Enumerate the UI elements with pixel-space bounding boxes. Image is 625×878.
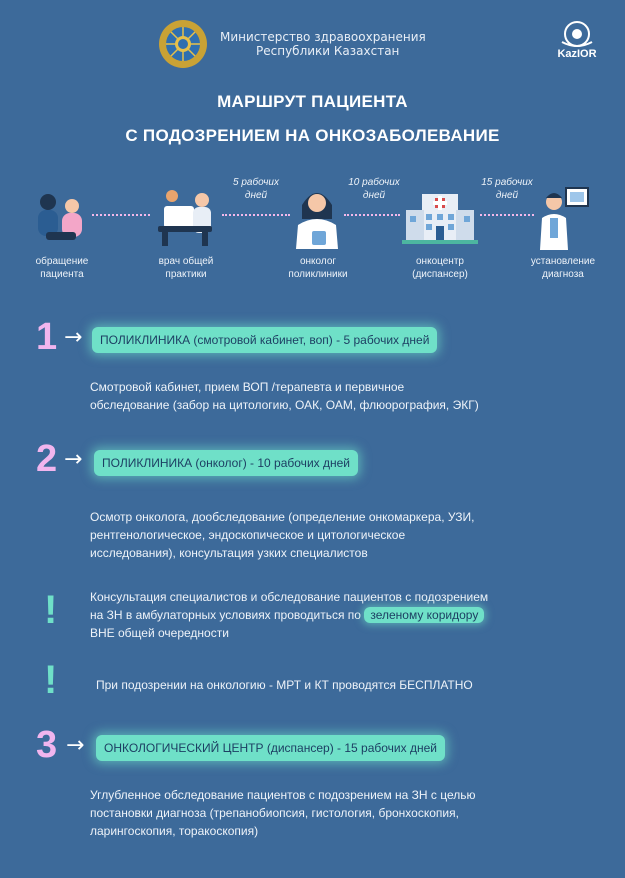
step-2-line-2: практики <box>165 269 207 280</box>
note-2: При подозрении на онкологию - МРТ и КТ проводятся БЕСПЛАТНО <box>96 678 473 692</box>
duration-2-line-2: дней <box>362 190 386 201</box>
step-1-line-1: обращение <box>35 256 89 267</box>
section-1-number: 1 <box>36 316 58 358</box>
section-2-label: ПОЛИКЛИНИКА (онколог) - 10 рабочих дней <box>94 450 358 476</box>
oncologist-icon <box>292 185 342 255</box>
note-1-line-2-text: на ЗН в амбулаторных условиях проводиться по <box>90 608 361 622</box>
note-1-line-2 <box>90 606 488 624</box>
oncology-center-icon <box>402 188 478 250</box>
arrow-right-icon: → <box>64 325 83 350</box>
step-label-2 <box>146 255 226 281</box>
section-2-desc-line-1: Осмотр онколога, дообследование (определение онкомаркера, УЗИ, <box>90 510 475 524</box>
duration-2-line-1: 10 рабочих <box>348 177 400 188</box>
section-3-desc-line-3: ларингоскопия, торакоскопия) <box>90 824 259 838</box>
step-4-line-1: онкоцентр <box>416 256 464 267</box>
title-line-1: МАРШРУТ ПАЦИЕНТА <box>217 92 408 111</box>
kazakhstan-emblem-icon <box>157 18 209 70</box>
step-label-5 <box>520 255 606 281</box>
section-2-desc-line-2: рентгенологическое, эндоскопическое и цитологическое <box>90 528 406 542</box>
connector-4 <box>480 214 534 216</box>
note-1-line-3: ВНЕ общей очередности <box>90 626 229 640</box>
note-1-line-1: Консультация специалистов и обследование пациентов с подозрением <box>90 590 489 604</box>
section-3-desc-line-2: постановки диагноза (трепанобиопсия, гистология, бронхоскопия, <box>90 806 459 820</box>
duration-2 <box>339 176 409 202</box>
logo-text: KazIOR <box>557 48 597 60</box>
general-practitioner-icon <box>150 186 220 252</box>
section-1-description <box>90 378 479 414</box>
step-3-line-1: онколог <box>299 256 337 267</box>
section-3-label: ОНКОЛОГИЧЕСКИЙ ЦЕНТР (диспансер) - 15 рабочих дней <box>96 735 445 761</box>
step-1-line-2: пациента <box>40 269 84 280</box>
step-5-line-1: установление <box>530 256 596 267</box>
ministry-line-1: Министерство здравоохранения <box>220 30 426 44</box>
section-3-number: 3 <box>36 724 58 766</box>
section-3-description <box>90 786 476 840</box>
note-1 <box>90 588 488 642</box>
duration-3 <box>472 176 542 202</box>
ministry-name <box>220 30 426 58</box>
section-2-number: 2 <box>36 438 58 480</box>
duration-3-line-2: дней <box>495 190 519 201</box>
step-2-line-1: врач общей <box>158 256 214 267</box>
patient-visit-icon <box>30 188 90 252</box>
diagnosis-icon <box>536 186 592 254</box>
step-5-line-2: диагноза <box>542 269 584 280</box>
arrow-right-icon: → <box>64 447 83 472</box>
kazior-logo-icon <box>548 20 606 50</box>
section-3-desc-line-1: Углубленное обследование пациентов с подозрением на ЗН с целью <box>90 788 476 802</box>
kazior-logo <box>548 20 606 72</box>
section-2-desc-line-3: исследования), консультация узких специалистов <box>90 546 368 560</box>
step-label-4 <box>398 255 482 281</box>
ministry-line-2: Республики Казахстан <box>256 44 400 58</box>
duration-1 <box>221 176 291 202</box>
step-label-1 <box>22 255 102 281</box>
exclamation-icon: ! <box>44 658 58 702</box>
step-4-line-2: (диспансер) <box>412 269 468 280</box>
connector-2 <box>222 214 290 216</box>
section-2-description <box>90 508 474 562</box>
step-label-3 <box>276 255 360 281</box>
title-line-2: С ПОДОЗРЕНИЕМ НА ОНКОЗАБОЛЕВАНИЕ <box>125 126 500 145</box>
exclamation-icon: ! <box>44 588 58 632</box>
duration-3-line-1: 15 рабочих <box>481 177 533 188</box>
section-1-desc-line-1: Смотровой кабинет, прием ВОП /терапевта и первичное <box>90 380 405 394</box>
connector-1 <box>92 214 150 216</box>
step-3-line-2: поликлиники <box>288 269 348 280</box>
section-1-label: ПОЛИКЛИНИКА (смотровой кабинет, воп) - 5 рабочих дней <box>92 327 437 353</box>
connector-3 <box>344 214 400 216</box>
duration-1-line-2: дней <box>244 190 268 201</box>
arrow-right-icon: → <box>66 733 85 758</box>
green-corridor-highlight: зеленому коридору <box>364 607 484 623</box>
section-1-desc-line-2: обследование (забор на цитологию, ОАК, ОАМ, флюорография, ЭКГ) <box>90 398 479 412</box>
duration-1-line-1: 5 рабочих <box>233 177 279 188</box>
